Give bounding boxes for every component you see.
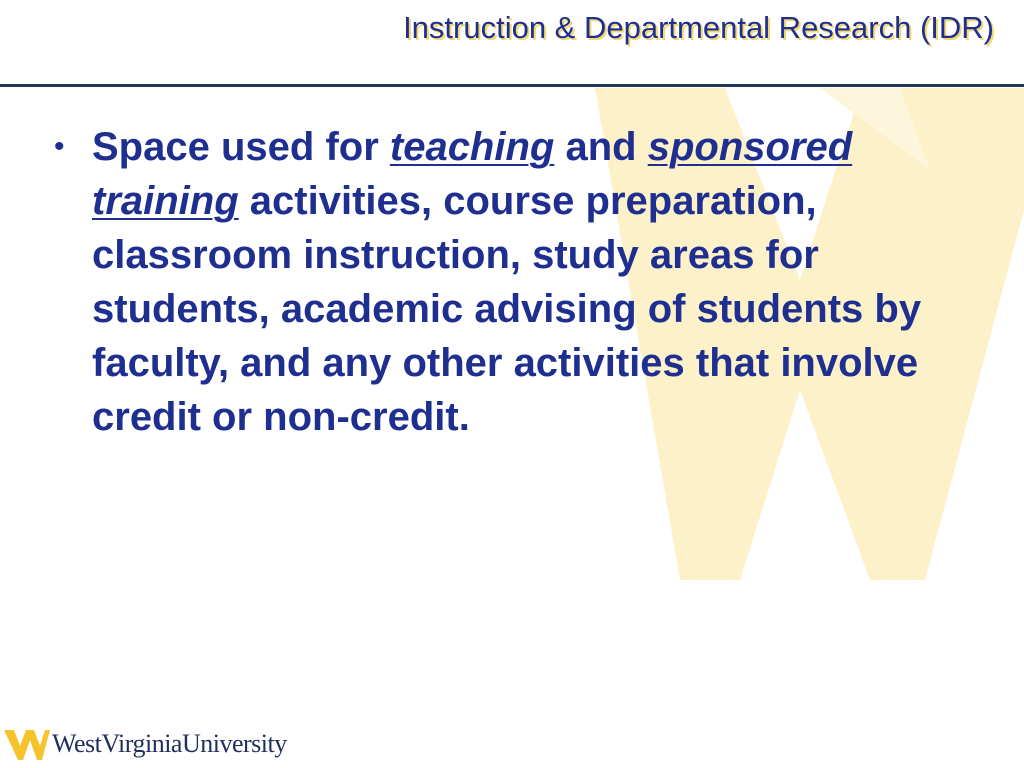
wv-flying-wv-logo-icon (4, 724, 50, 764)
emphasis-teaching: teaching (389, 125, 555, 169)
bullet-text-part: and (554, 125, 648, 169)
logo-wordmark: WestVirginiaUniversity (52, 729, 287, 758)
university-logo (4, 722, 287, 766)
bullet-text-part: activities, course preparation, classroom instruction, study areas for students, academic advising of students by faculty, and any other activities that involve credit or non-credit. (92, 179, 922, 439)
emphasis-sponsored-training: sponsored training (92, 125, 853, 223)
title-divider (0, 84, 1024, 87)
slide-content (54, 120, 994, 444)
slide-title: Instruction & Departmental Research (IDR) (403, 10, 994, 45)
bullet-text-part: Space used for (92, 125, 390, 169)
bullet-marker: • (54, 130, 65, 163)
bullet-item (54, 120, 982, 444)
